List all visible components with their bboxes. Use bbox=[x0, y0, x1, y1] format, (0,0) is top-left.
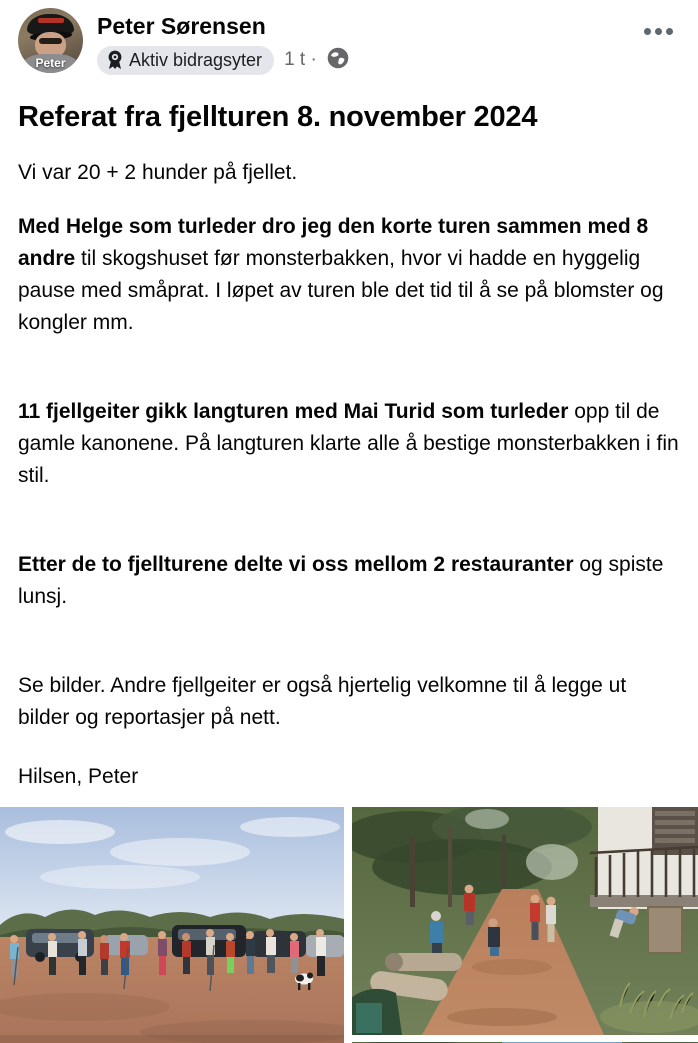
contributor-badge[interactable] bbox=[97, 46, 274, 75]
paragraph: 11 fjellgeiter gikk langturen med Mai Turid som turleder opp til de gamle kanonene. På langturen klarte alle å bestige monsterbakken i fin stil. bbox=[18, 399, 679, 487]
photo-grid bbox=[0, 807, 698, 1043]
photo-column-left bbox=[0, 807, 344, 1043]
post-header bbox=[0, 0, 698, 75]
paragraph: Vi var 20 + 2 hunder på fjellet. bbox=[18, 160, 298, 184]
timestamp[interactable]: 1 t · bbox=[284, 49, 317, 71]
medal-icon bbox=[106, 50, 124, 70]
ellipsis-dot bbox=[655, 28, 662, 35]
paragraph-signature: Hilsen, Peter bbox=[18, 764, 139, 788]
avatar-name-overlay: Peter bbox=[35, 56, 66, 70]
avatar-cap-logo bbox=[38, 18, 64, 23]
header-text-block bbox=[97, 8, 349, 75]
avatar-sunglasses bbox=[39, 38, 62, 44]
ellipsis-dot bbox=[666, 28, 673, 35]
dot-separator: · bbox=[310, 49, 317, 71]
photo-column-right bbox=[352, 807, 698, 1043]
photo-hikers-group[interactable] bbox=[0, 807, 344, 1043]
paragraph: Se bilder. Andre fjellgeiter er også hjertelig velkomne til å legge ut bilder og reportasjer på nett. bbox=[18, 673, 627, 729]
badge-label: Aktiv bidragsyter bbox=[129, 49, 263, 70]
avatar[interactable] bbox=[18, 8, 83, 73]
ellipsis-dot bbox=[644, 28, 651, 35]
paragraph: Med Helge som turleder dro jeg den korte turen sammen med 8 andre til skogshuset før monsterbakken, hvor vi hadde en hyggelig pause med småprat. I løpet av turen ble det tid til å se på blomster og kongler mm. bbox=[18, 214, 664, 334]
more-options-button[interactable] bbox=[638, 17, 678, 45]
meta-row bbox=[97, 46, 349, 75]
post-title: Referat fra fjellturen 8. november 2024 bbox=[18, 100, 538, 133]
globe-icon bbox=[327, 47, 349, 74]
paragraph: Etter de to fjellturene delte vi oss mellom 2 restauranter og spiste lunsj. bbox=[18, 552, 664, 608]
photo-forest-path[interactable] bbox=[352, 807, 698, 1035]
author-name-link[interactable]: Peter Sørensen bbox=[97, 13, 266, 39]
post-content bbox=[0, 75, 698, 793]
